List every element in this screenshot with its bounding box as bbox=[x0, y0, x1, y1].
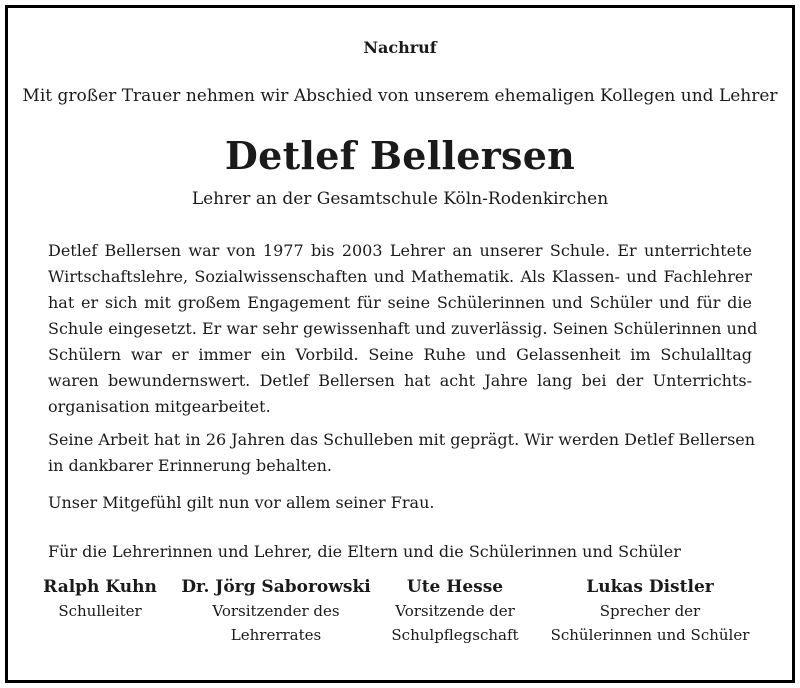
signatory-title: Sprecher der bbox=[599, 602, 701, 620]
signatory-title: Schülerinnen und Schüler bbox=[550, 626, 750, 644]
deceased-name: Detlef Bellersen bbox=[224, 133, 576, 178]
paragraph-line: Detlef Bellersen war von 1977 bis 2003 Lehrer an unserer Schule. Er unterrichtete bbox=[48, 241, 752, 260]
signatory-student-speaker bbox=[540, 575, 760, 647]
paragraph-line: Wirtschaftslehre, Sozialwissenschaften und Mathematik. Als Klassen- und Fachlehrer bbox=[48, 267, 752, 286]
signatory-name: Dr. Jörg Saborowski bbox=[181, 577, 371, 597]
paragraph-condolence: Unser Mitgefühl gilt nun vor allem seiner Frau. bbox=[48, 493, 435, 512]
paragraph-career bbox=[48, 238, 758, 420]
closing-line: Für die Lehrerinnen und Lehrer, die Eltern und die Schülerinnen und Schüler bbox=[48, 542, 681, 561]
signatory-name: Ralph Kuhn bbox=[43, 577, 157, 597]
intro-line: Mit großer Trauer nehmen wir Abschied von unserem ehemaligen Kollegen und Lehrer bbox=[22, 86, 778, 106]
signatory-principal bbox=[30, 575, 170, 623]
paragraph-line: in dankbarer Erinnerung behalten. bbox=[48, 456, 332, 475]
paragraph-remembrance bbox=[48, 427, 756, 479]
signatory-name: Lukas Distler bbox=[586, 577, 714, 597]
deceased-role: Lehrer an der Gesamtschule Köln-Rodenkirchen bbox=[191, 189, 609, 209]
signatory-name: Ute Hesse bbox=[406, 577, 504, 597]
paragraph-line: Seine Arbeit hat in 26 Jahren das Schulleben mit geprägt. Wir werden Detlef Bellersen bbox=[48, 430, 756, 449]
signatory-title: Schulleiter bbox=[58, 602, 142, 620]
paragraph-line: organisation mitgearbeitet. bbox=[48, 397, 271, 416]
paragraph-line: Schule eingesetzt. Er war sehr gewissenhaft und zuverlässig. Seinen Schülerinnen und bbox=[48, 319, 758, 338]
paragraph-line: hat er sich mit großem Engagement für seine Schülerinnen und Schüler und für die bbox=[48, 293, 752, 312]
signatory-title: Lehrerrates bbox=[230, 626, 322, 644]
signatory-title: Vorsitzende der bbox=[395, 602, 515, 620]
paragraph-line: Schülern war er immer ein Vorbild. Seine Ruhe und Gelassenheit im Schulalltag bbox=[48, 345, 752, 364]
signatory-title: Vorsitzender des bbox=[212, 602, 340, 620]
paragraph-line: waren bewundernswert. Detlef Bellersen hat acht Jahre lang bei der Unterrichts- bbox=[48, 371, 752, 390]
notice-heading: Nachruf bbox=[363, 38, 437, 57]
signatory-parents-council bbox=[380, 575, 530, 647]
signatory-teachers-council bbox=[176, 575, 376, 647]
signatory-title: Schulpflegschaft bbox=[391, 626, 519, 644]
